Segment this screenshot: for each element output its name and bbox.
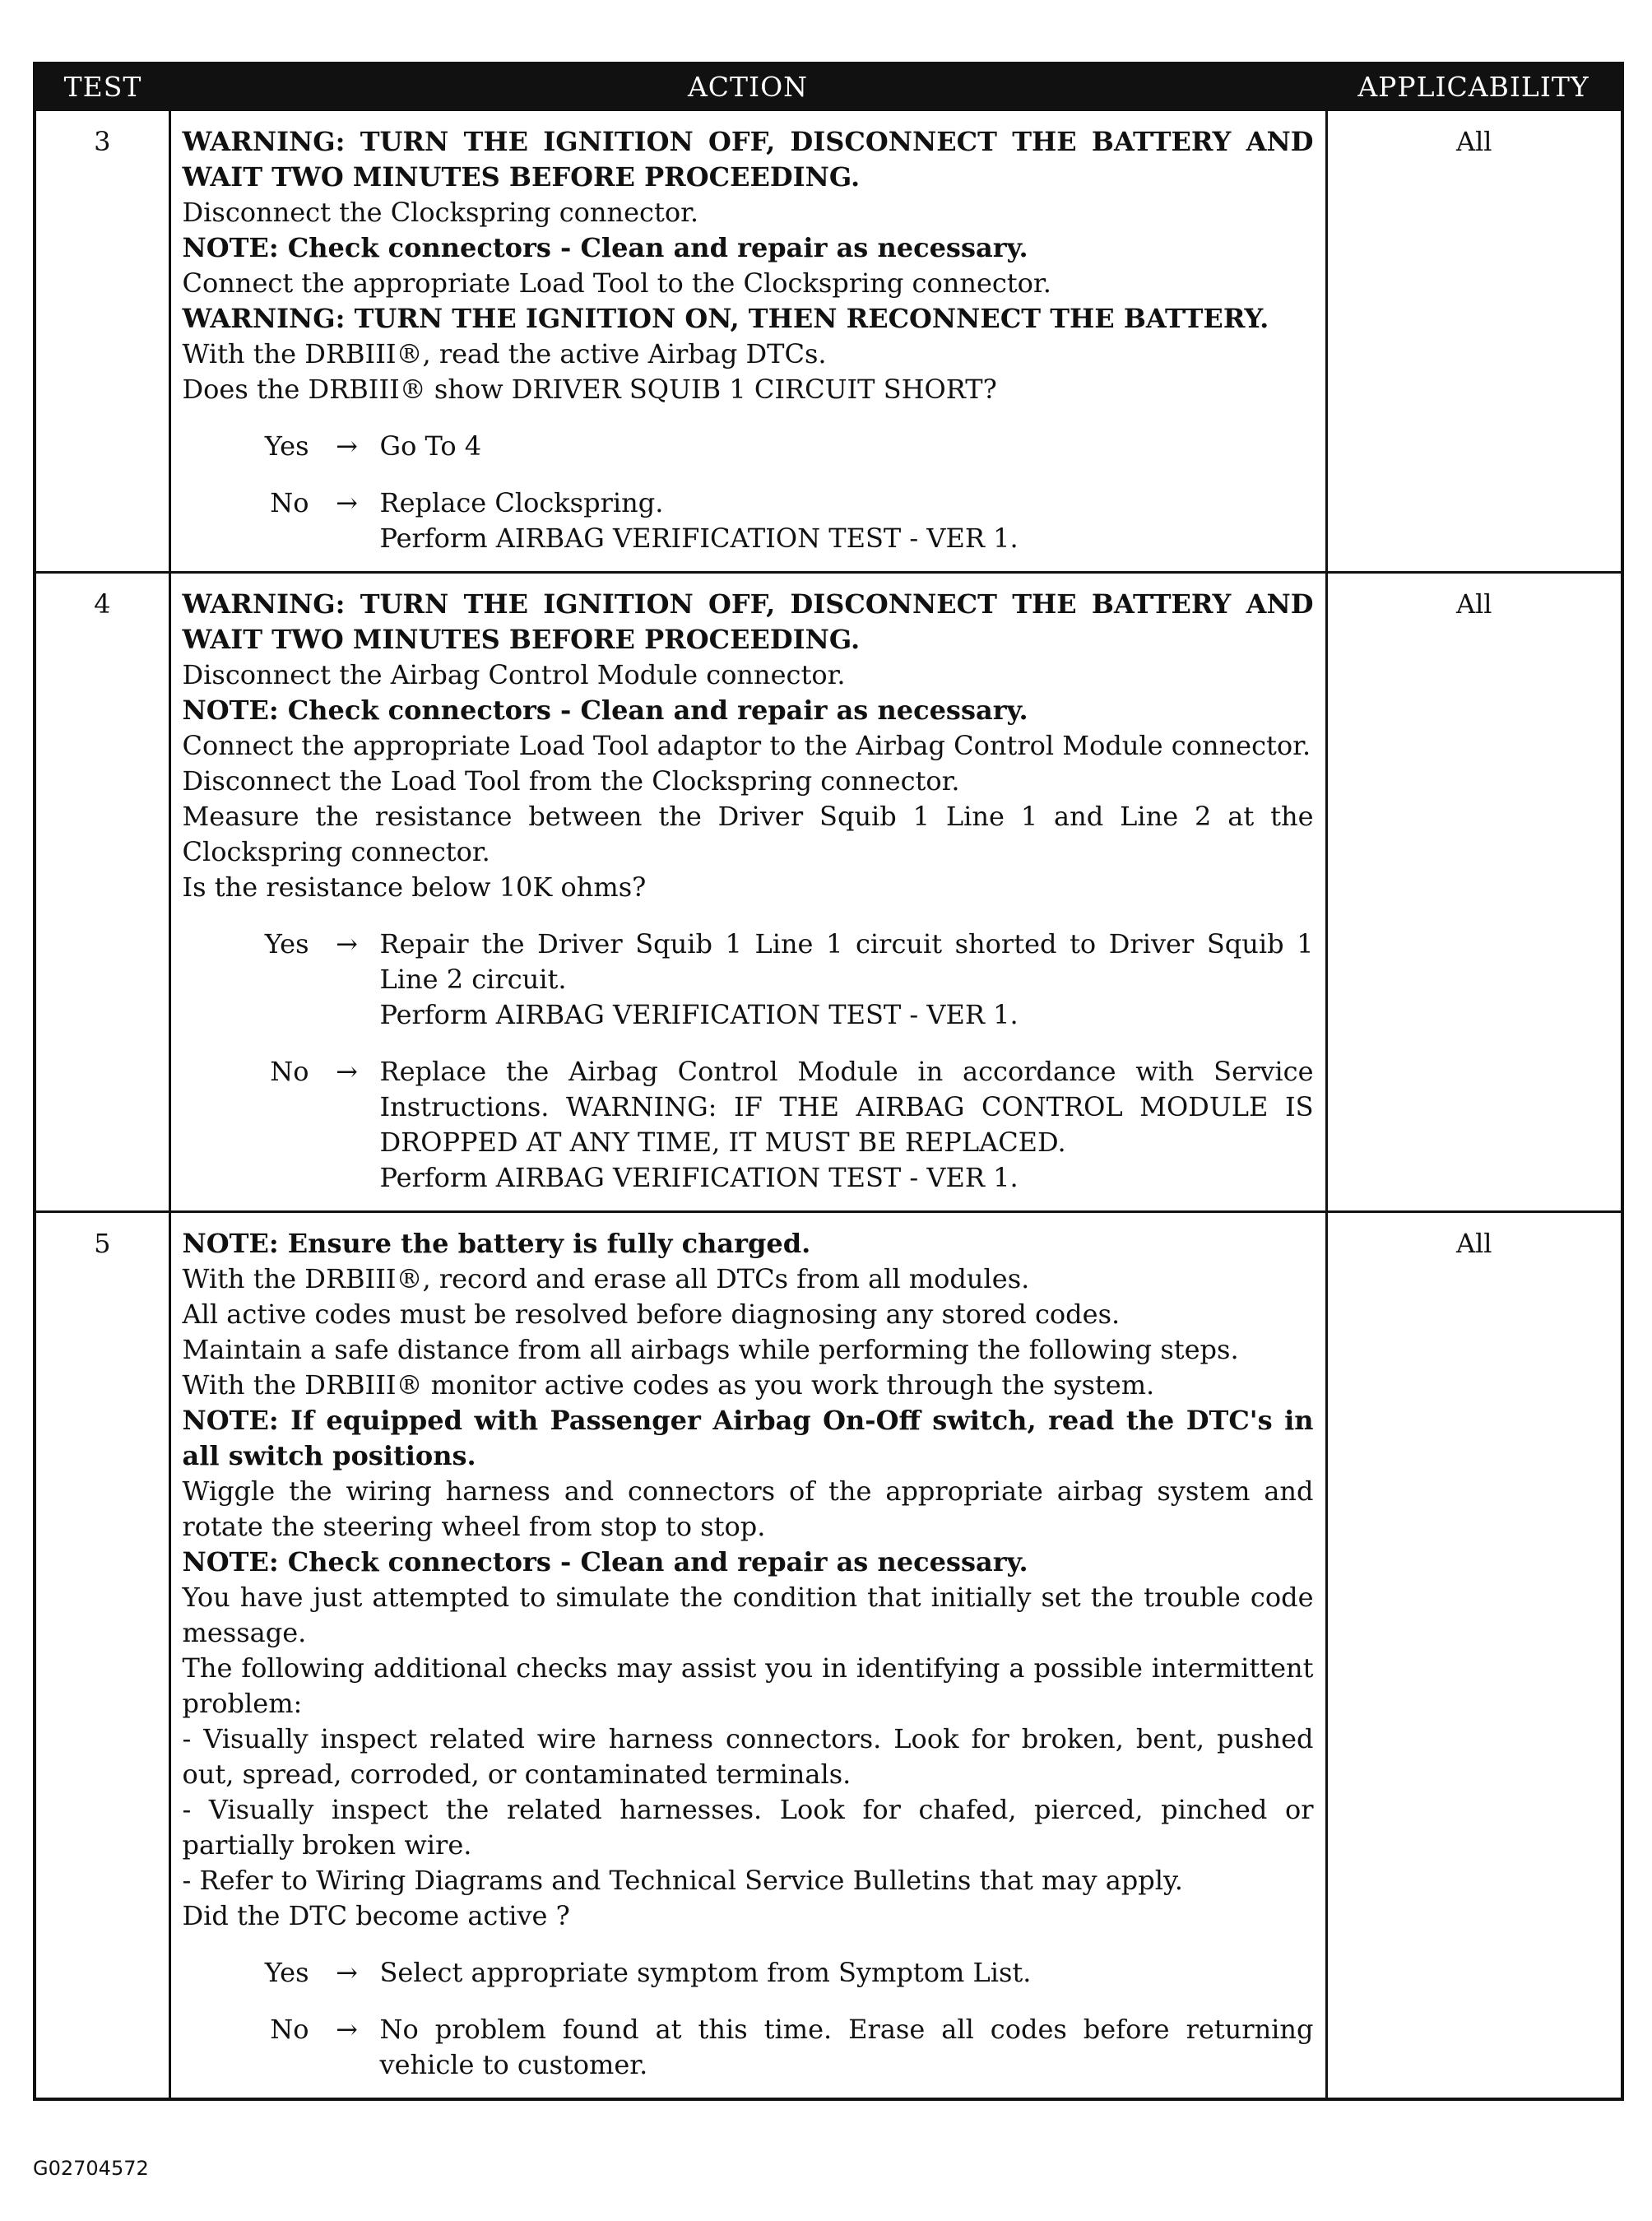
option-line: Replace Clockspring. — [379, 487, 664, 518]
action-line: - Refer to Wiring Diagrams and Technical Service Bulletins that may apply. — [182, 1865, 1183, 1896]
test-number: 5 — [35, 1212, 169, 2100]
option-line: Perform AIRBAG VERIFICATION TEST - VER 1. — [379, 1162, 1019, 1193]
option-key: No — [270, 487, 309, 518]
action-cell — [169, 110, 1326, 573]
table-row — [35, 110, 1622, 573]
option-line: No problem found at this time. Erase all codes before returning vehicle to customer. — [379, 2014, 1314, 2080]
action-line: Maintain a safe distance from all airbags while performing the following steps. — [182, 1334, 1239, 1365]
action-line: Disconnect the Clockspring connector. — [182, 197, 699, 228]
table-header-row — [35, 63, 1622, 110]
option-key: No — [270, 2014, 309, 2045]
arrow-icon: → — [336, 1056, 358, 1087]
action-line: Measure the resistance between the Driver Squib 1 Line 1 and Line 2 at the Clockspring connector. — [182, 801, 1314, 867]
header-applicability: APPLICABILITY — [1326, 63, 1622, 110]
action-line: Is the resistance below 10K ohms? — [182, 871, 647, 903]
table-body — [35, 110, 1622, 2100]
action-line: Connect the appropriate Load Tool adaptor to the Airbag Control Module connector. — [182, 730, 1311, 761]
action-line: With the DRBIII®, record and erase all DTCs from all modules. — [182, 1263, 1030, 1294]
applicability-cell: All — [1326, 1212, 1622, 2100]
action-line: The following additional checks may assist you in identifying a possible intermittent problem: — [182, 1652, 1314, 1719]
diagnostic-page — [33, 62, 1621, 2101]
action-warning-line: NOTE: Check connectors - Clean and repair as necessary. — [182, 1546, 1028, 1577]
result-option — [183, 486, 1314, 556]
result-option — [183, 927, 1314, 1033]
option-text — [380, 429, 1314, 464]
option-line: Repair the Driver Squib 1 Line 1 circuit shorted to Driver Squib 1 Line 2 circuit. — [379, 928, 1314, 995]
option-text — [380, 486, 1314, 556]
applicability-cell: All — [1326, 110, 1622, 573]
action-warning-line: NOTE: If equipped with Passenger Airbag On-Off switch, read the DTC's in all switch positions. — [182, 1405, 1314, 1471]
action-line: Disconnect the Airbag Control Module connector. — [182, 659, 846, 690]
arrow-icon: → — [336, 487, 358, 518]
result-option — [183, 429, 1314, 464]
arrow-icon: → — [336, 2014, 358, 2045]
arrow-icon: → — [336, 430, 358, 462]
option-line: Replace the Airbag Control Module in accordance with Service Instructions. WARNING: IF THE AIRBAG CONTROL MODULE IS DROPPED AT ANY TIME, IT MUST BE REPLACED. — [379, 1056, 1314, 1158]
action-cell — [169, 573, 1326, 1212]
figure-code: G02704572 — [33, 2157, 149, 2180]
option-key: No — [270, 1056, 309, 1087]
result-option — [183, 1054, 1314, 1196]
action-line: Wiggle the wiring harness and connectors of the appropriate airbag system and rotate the steering wheel from stop to stop. — [182, 1475, 1314, 1542]
action-line: Does the DRBIII® show DRIVER SQUIB 1 CIRCUIT SHORT? — [182, 374, 997, 405]
option-key: Yes — [264, 1957, 309, 1988]
action-warning-line: NOTE: Ensure the battery is fully charged. — [182, 1228, 811, 1259]
option-text — [380, 1955, 1314, 1991]
action-line: You have just attempted to simulate the condition that initially set the trouble code message. — [182, 1582, 1314, 1648]
action-cell — [169, 1212, 1326, 2100]
action-warning-line: WARNING: TURN THE IGNITION ON, THEN RECONNECT THE BATTERY. — [182, 303, 1269, 334]
diagnostic-table — [33, 62, 1624, 2101]
header-test: TEST — [35, 63, 169, 110]
applicability-cell: All — [1326, 573, 1622, 1212]
action-line: - Visually inspect the related harnesses. Look for chafed, pierced, pinched or partially broken wire. — [182, 1794, 1314, 1861]
table-row — [35, 1212, 1622, 2100]
option-line: Go To 4 — [379, 430, 482, 462]
action-line: All active codes must be resolved before diagnosing any stored codes. — [182, 1299, 1121, 1330]
table-row — [35, 573, 1622, 1212]
action-warning-line: WARNING: TURN THE IGNITION OFF, DISCONNECT THE BATTERY AND WAIT TWO MINUTES BEFORE PROCEEDING. — [182, 588, 1314, 655]
action-warning-line: NOTE: Check connectors - Clean and repair as necessary. — [182, 695, 1028, 726]
option-line: Select appropriate symptom from Symptom List. — [379, 1957, 1032, 1988]
action-line: Connect the appropriate Load Tool to the Clockspring connector. — [182, 267, 1051, 299]
option-line: Perform AIRBAG VERIFICATION TEST - VER 1. — [379, 523, 1019, 554]
option-text — [380, 1054, 1314, 1196]
action-line: - Visually inspect related wire harness connectors. Look for broken, bent, pushed out, spread, corroded, or contaminated terminals. — [182, 1723, 1314, 1790]
option-key: Yes — [264, 430, 309, 462]
test-number: 3 — [35, 110, 169, 573]
option-text — [380, 927, 1314, 1033]
action-warning-line: NOTE: Check connectors - Clean and repair as necessary. — [182, 232, 1028, 263]
result-option — [183, 2012, 1314, 2083]
test-number: 4 — [35, 573, 169, 1212]
action-warning-line: WARNING: TURN THE IGNITION OFF, DISCONNECT THE BATTERY AND WAIT TWO MINUTES BEFORE PROCEEDING. — [182, 126, 1314, 193]
arrow-icon: → — [336, 1957, 358, 1988]
action-line: With the DRBIII®, read the active Airbag DTCs. — [182, 338, 827, 369]
option-line: Perform AIRBAG VERIFICATION TEST - VER 1. — [379, 999, 1019, 1030]
arrow-icon: → — [336, 928, 358, 959]
action-line: Did the DTC become active ? — [182, 1900, 570, 1931]
action-line: Disconnect the Load Tool from the Clockspring connector. — [182, 765, 960, 797]
option-key: Yes — [264, 928, 309, 959]
action-line: With the DRBIII® monitor active codes as you work through the system. — [182, 1369, 1155, 1401]
result-option — [183, 1955, 1314, 1991]
option-text — [380, 2012, 1314, 2083]
header-action: ACTION — [169, 63, 1326, 110]
